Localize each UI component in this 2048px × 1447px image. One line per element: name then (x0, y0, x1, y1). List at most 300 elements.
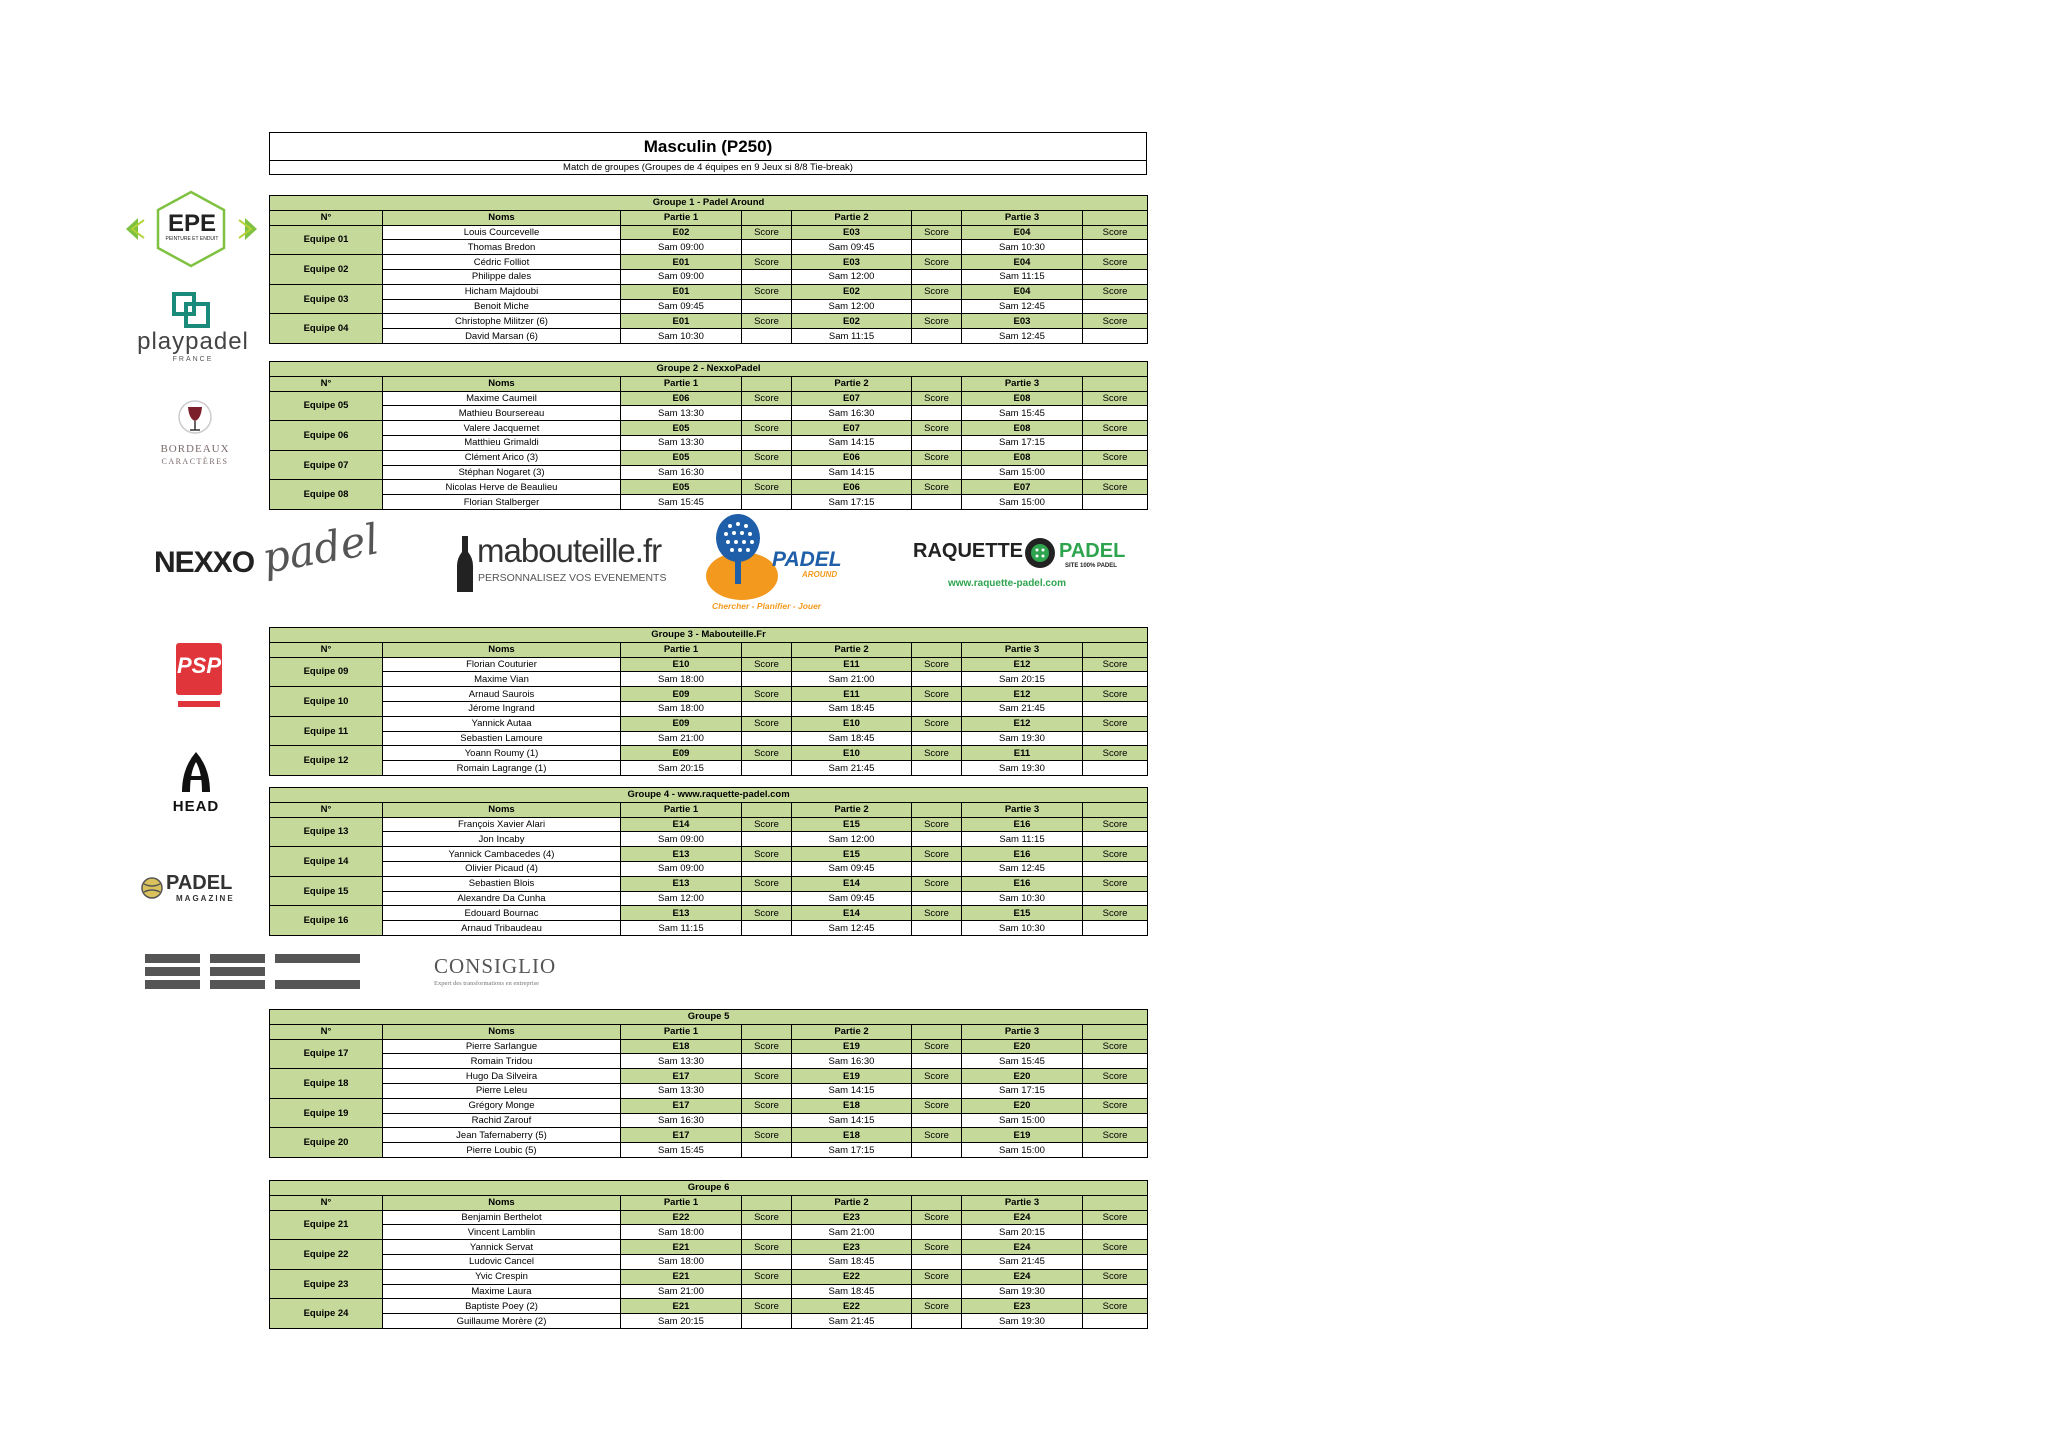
match-time-3: Sam 15:45 (962, 406, 1083, 421)
score-cell: Score (742, 1299, 792, 1314)
opponent-3: E24 (962, 1240, 1083, 1255)
team-row (270, 891, 1148, 906)
opponent-2: E14 (792, 876, 912, 891)
score-entry (742, 329, 792, 344)
score-cell: Score (1083, 906, 1148, 921)
score-entry (912, 299, 962, 314)
team-row (270, 1113, 1148, 1128)
opponent-1: E22 (621, 1210, 742, 1225)
column-header (912, 642, 962, 657)
column-header (1083, 802, 1148, 817)
player-name: Yannick Servat (383, 1240, 621, 1255)
score-cell: Score (742, 1069, 792, 1084)
score-entry (912, 672, 962, 687)
score-entry (912, 861, 962, 876)
opponent-2: E03 (792, 255, 912, 270)
consiglio-text: CONSIGLIO (434, 954, 557, 978)
opponent-2: E19 (792, 1069, 912, 1084)
score-entry (1083, 1225, 1148, 1240)
match-time-3: Sam 12:45 (962, 299, 1083, 314)
opponent-2: E10 (792, 716, 912, 731)
score-cell: Score (912, 1269, 962, 1284)
match-time-1: Sam 16:30 (621, 465, 742, 480)
team-row (270, 672, 1148, 687)
opponent-3: E24 (962, 1269, 1083, 1284)
score-entry (1083, 1284, 1148, 1299)
column-header-row (270, 210, 1148, 225)
psp-logo (176, 643, 222, 711)
column-header-row (270, 802, 1148, 817)
match-time-3: Sam 20:15 (962, 672, 1083, 687)
opponent-2: E18 (792, 1098, 912, 1113)
player-name: Louis Courcevelle (383, 225, 621, 240)
score-cell: Score (912, 255, 962, 270)
match-time-3: Sam 20:15 (962, 1225, 1083, 1240)
score-cell: Score (1083, 1269, 1148, 1284)
match-time-3: Sam 10:30 (962, 891, 1083, 906)
player-name: Yannick Autaa (383, 716, 621, 731)
column-header: Partie 3 (962, 642, 1083, 657)
column-header: Partie 2 (792, 1195, 912, 1210)
match-time-3: Sam 10:30 (962, 240, 1083, 255)
score-cell: Score (912, 817, 962, 832)
score-cell: Score (912, 314, 962, 329)
opponent-3: E11 (962, 746, 1083, 761)
score-cell: Score (912, 876, 962, 891)
column-header: Partie 1 (621, 642, 742, 657)
column-header (742, 642, 792, 657)
score-cell: Score (1083, 746, 1148, 761)
column-header-row (270, 376, 1148, 391)
score-entry (742, 269, 792, 284)
team-row (270, 1299, 1148, 1314)
score-entry (912, 1225, 962, 1240)
match-time-2: Sam 21:00 (792, 1225, 912, 1240)
group-header-row (270, 362, 1148, 377)
score-entry (912, 1113, 962, 1128)
column-header: Partie 1 (621, 1195, 742, 1210)
team-label: Equipe 20 (270, 1128, 383, 1158)
column-header (1083, 376, 1148, 391)
match-time-1: Sam 13:30 (621, 406, 742, 421)
team-label: Equipe 17 (270, 1039, 383, 1069)
score-entry (1083, 465, 1148, 480)
match-time-3: Sam 15:00 (962, 1113, 1083, 1128)
playpadel-logo (128, 292, 258, 366)
score-entry (742, 891, 792, 906)
group-table-5 (269, 1009, 1148, 1158)
padel-ball-icon (140, 876, 164, 900)
team-row (270, 687, 1148, 702)
score-cell: Score (742, 1039, 792, 1054)
page-title: Masculin (P250) (270, 133, 1146, 161)
opponent-2: E07 (792, 421, 912, 436)
team-label: Equipe 18 (270, 1069, 383, 1099)
opponent-2: E07 (792, 391, 912, 406)
opponent-3: E16 (962, 876, 1083, 891)
match-time-2: Sam 17:15 (792, 1143, 912, 1158)
team-row (270, 480, 1148, 495)
opponent-2: E18 (792, 1128, 912, 1143)
score-cell: Score (742, 1240, 792, 1255)
nexxo-text: NEXXO (154, 546, 255, 579)
score-entry (912, 329, 962, 344)
score-entry (912, 1284, 962, 1299)
score-cell: Score (1083, 817, 1148, 832)
opponent-2: E22 (792, 1299, 912, 1314)
match-time-3: Sam 15:00 (962, 465, 1083, 480)
opponent-3: E19 (962, 1128, 1083, 1143)
raquette-url: www.raquette-padel.com (948, 578, 1066, 589)
bordeaux-sub: CARACTÈRES (161, 457, 229, 466)
team-row (270, 1225, 1148, 1240)
nexxo-padel-script: padel (258, 514, 383, 583)
column-header: Partie 2 (792, 376, 912, 391)
padel-magazine-sub: MAGAZINE (176, 894, 235, 903)
player-name: Stéphan Nogaret (3) (383, 465, 621, 480)
column-header: N° (270, 1195, 383, 1210)
column-header (1083, 642, 1148, 657)
match-time-2: Sam 16:30 (792, 1054, 912, 1069)
player-name: Hicham Majdoubi (383, 284, 621, 299)
team-row (270, 406, 1148, 421)
column-header: Partie 1 (621, 376, 742, 391)
opponent-1: E05 (621, 480, 742, 495)
score-entry (1083, 435, 1148, 450)
team-row (270, 832, 1148, 847)
match-time-2: Sam 14:15 (792, 435, 912, 450)
score-entry (912, 731, 962, 746)
player-name: Romain Tridou (383, 1054, 621, 1069)
player-name: Maxime Caumeil (383, 391, 621, 406)
player-name: Alexandre Da Cunha (383, 891, 621, 906)
player-name: Jean Tafernaberry (5) (383, 1128, 621, 1143)
match-time-2: Sam 17:15 (792, 495, 912, 510)
team-row (270, 1210, 1148, 1225)
score-cell: Score (912, 847, 962, 862)
score-entry (912, 1143, 962, 1158)
opponent-1: E09 (621, 746, 742, 761)
player-name: Romain Lagrange (1) (383, 761, 621, 776)
column-header-row (270, 642, 1148, 657)
player-name: Philippe dales (383, 269, 621, 284)
team-label: Equipe 02 (270, 255, 383, 285)
player-name: Jérome Ingrand (383, 701, 621, 716)
match-time-1: Sam 15:45 (621, 495, 742, 510)
mabouteille-sub: PERSONNALISEZ VOS EVENEMENTS (478, 572, 667, 584)
match-time-2: Sam 09:45 (792, 891, 912, 906)
team-label: Equipe 14 (270, 847, 383, 877)
consiglio-sub: Expert des transformations en entreprise (434, 980, 540, 987)
score-entry (912, 1054, 962, 1069)
opponent-3: E23 (962, 1299, 1083, 1314)
score-cell: Score (912, 421, 962, 436)
match-time-1: Sam 16:30 (621, 1113, 742, 1128)
player-name: Clément Arico (3) (383, 450, 621, 465)
score-cell: Score (742, 876, 792, 891)
score-cell: Score (912, 1069, 962, 1084)
match-time-3: Sam 21:45 (962, 701, 1083, 716)
group-header-row (270, 788, 1148, 803)
match-time-3: Sam 17:15 (962, 1083, 1083, 1098)
score-entry (742, 701, 792, 716)
score-cell: Score (912, 746, 962, 761)
epe-text: EPE (167, 210, 217, 237)
match-time-1: Sam 09:45 (621, 299, 742, 314)
player-name: Matthieu Grimaldi (383, 435, 621, 450)
score-cell: Score (912, 1210, 962, 1225)
score-entry (742, 1314, 792, 1329)
match-time-2: Sam 12:00 (792, 269, 912, 284)
player-name: Yannick Cambacedes (4) (383, 847, 621, 862)
team-row (270, 1069, 1148, 1084)
opponent-3: E24 (962, 1210, 1083, 1225)
score-entry (742, 1113, 792, 1128)
opponent-2: E06 (792, 480, 912, 495)
match-time-3: Sam 12:45 (962, 861, 1083, 876)
player-name: Sebastien Lamoure (383, 731, 621, 746)
match-time-1: Sam 13:30 (621, 435, 742, 450)
score-cell: Score (1083, 1240, 1148, 1255)
player-name: Maxime Vian (383, 672, 621, 687)
match-time-3: Sam 19:30 (962, 1314, 1083, 1329)
match-time-1: Sam 20:15 (621, 761, 742, 776)
score-cell: Score (1083, 876, 1148, 891)
opponent-2: E15 (792, 847, 912, 862)
opponent-1: E21 (621, 1240, 742, 1255)
score-entry (1083, 701, 1148, 716)
score-entry (912, 891, 962, 906)
column-header: Partie 1 (621, 802, 742, 817)
column-header: Partie 2 (792, 1024, 912, 1039)
score-entry (1083, 1143, 1148, 1158)
score-entry (742, 1225, 792, 1240)
match-time-2: Sam 21:45 (792, 761, 912, 776)
score-cell: Score (742, 480, 792, 495)
team-row (270, 876, 1148, 891)
match-time-1: Sam 18:00 (621, 701, 742, 716)
match-time-1: Sam 09:00 (621, 269, 742, 284)
score-cell: Score (912, 225, 962, 240)
group-table-6 (269, 1180, 1148, 1329)
opponent-2: E14 (792, 906, 912, 921)
team-row (270, 906, 1148, 921)
opponent-3: E20 (962, 1069, 1083, 1084)
score-entry (912, 1083, 962, 1098)
match-time-2: Sam 18:45 (792, 1254, 912, 1269)
match-time-3: Sam 10:30 (962, 921, 1083, 936)
group-name: Groupe 4 - www.raquette-padel.com (270, 788, 1148, 803)
column-header (912, 1195, 962, 1210)
opponent-3: E08 (962, 421, 1083, 436)
score-cell: Score (742, 1269, 792, 1284)
opponent-1: E01 (621, 255, 742, 270)
score-entry (742, 465, 792, 480)
team-label: Equipe 01 (270, 225, 383, 255)
padel-around-tagline: Chercher - Planifier - Jouer (712, 601, 822, 611)
team-label: Equipe 19 (270, 1098, 383, 1128)
team-row (270, 255, 1148, 270)
wine-glass-icon (175, 397, 215, 437)
team-label: Equipe 11 (270, 716, 383, 746)
player-name: Pierre Loubic (5) (383, 1143, 621, 1158)
score-cell: Score (1083, 450, 1148, 465)
column-header (912, 376, 962, 391)
raquette-padel-text: PADEL (1059, 540, 1126, 562)
score-entry (742, 1254, 792, 1269)
match-time-2: Sam 09:45 (792, 861, 912, 876)
head-icon (178, 750, 214, 794)
score-entry (1083, 761, 1148, 776)
player-name: Arnaud Saurois (383, 687, 621, 702)
score-cell: Score (1083, 687, 1148, 702)
player-name: Pierre Leleu (383, 1083, 621, 1098)
score-entry (1083, 240, 1148, 255)
page-subtitle: Match de groupes (Groupes de 4 équipes en 9 Jeux si 8/8 Tie-break) (563, 162, 853, 173)
opponent-2: E23 (792, 1240, 912, 1255)
playpadel-sub: FRANCE (172, 356, 214, 363)
team-label: Equipe 13 (270, 817, 383, 847)
match-time-3: Sam 17:15 (962, 435, 1083, 450)
team-row (270, 716, 1148, 731)
score-entry (742, 672, 792, 687)
score-cell: Score (742, 314, 792, 329)
match-time-1: Sam 15:45 (621, 1143, 742, 1158)
team-label: Equipe 07 (270, 450, 383, 480)
team-row (270, 314, 1148, 329)
column-header: Noms (383, 802, 621, 817)
team-row (270, 1240, 1148, 1255)
column-header: Partie 3 (962, 802, 1083, 817)
team-row (270, 1143, 1148, 1158)
opponent-3: E12 (962, 657, 1083, 672)
score-entry (742, 921, 792, 936)
score-entry (742, 299, 792, 314)
column-header: Partie 2 (792, 802, 912, 817)
padel-around-text: PADEL (772, 548, 842, 571)
column-header: N° (270, 802, 383, 817)
team-row (270, 1254, 1148, 1269)
score-cell: Score (912, 657, 962, 672)
match-time-1: Sam 11:15 (621, 921, 742, 936)
group-table-1 (269, 195, 1148, 344)
column-header (742, 1024, 792, 1039)
score-entry (912, 269, 962, 284)
team-label: Equipe 10 (270, 687, 383, 717)
score-entry (1083, 832, 1148, 847)
raquette-padel-logo (913, 536, 1128, 592)
team-label: Equipe 23 (270, 1269, 383, 1299)
column-header: Noms (383, 210, 621, 225)
head-text: HEAD (172, 798, 220, 815)
team-row (270, 746, 1148, 761)
team-label: Equipe 21 (270, 1210, 383, 1240)
raquette-ball-icon (1023, 536, 1057, 570)
team-row (270, 1314, 1148, 1329)
score-entry (912, 1314, 962, 1329)
score-entry (742, 495, 792, 510)
team-row (270, 1039, 1148, 1054)
title-box (269, 132, 1147, 175)
score-entry (742, 761, 792, 776)
team-row (270, 299, 1148, 314)
team-label: Equipe 15 (270, 876, 383, 906)
column-header (742, 1195, 792, 1210)
match-time-1: Sam 18:00 (621, 672, 742, 687)
opponent-1: E17 (621, 1098, 742, 1113)
column-header (912, 210, 962, 225)
score-cell: Score (912, 284, 962, 299)
team-row (270, 861, 1148, 876)
team-row (270, 817, 1148, 832)
column-header-row (270, 1024, 1148, 1039)
score-cell: Score (1083, 255, 1148, 270)
match-time-2: Sam 21:00 (792, 672, 912, 687)
score-cell: Score (1083, 391, 1148, 406)
score-cell: Score (1083, 716, 1148, 731)
match-time-1: Sam 18:00 (621, 1225, 742, 1240)
score-cell: Score (742, 421, 792, 436)
match-time-1: Sam 13:30 (621, 1083, 742, 1098)
score-entry (742, 731, 792, 746)
opponent-1: E14 (621, 817, 742, 832)
match-time-3: Sam 12:45 (962, 329, 1083, 344)
score-entry (1083, 1083, 1148, 1098)
score-cell: Score (1083, 657, 1148, 672)
score-entry (742, 1083, 792, 1098)
score-cell: Score (1083, 1210, 1148, 1225)
match-time-3: Sam 11:15 (962, 269, 1083, 284)
team-row (270, 1054, 1148, 1069)
player-name: Guillaume Morère (2) (383, 1314, 621, 1329)
score-cell: Score (1083, 480, 1148, 495)
team-row (270, 921, 1148, 936)
team-row (270, 240, 1148, 255)
opponent-2: E23 (792, 1210, 912, 1225)
team-label: Equipe 24 (270, 1299, 383, 1329)
match-time-3: Sam 15:00 (962, 1143, 1083, 1158)
opponent-3: E15 (962, 906, 1083, 921)
score-entry (1083, 861, 1148, 876)
score-cell: Score (912, 1039, 962, 1054)
opponent-1: E21 (621, 1299, 742, 1314)
match-time-2: Sam 14:15 (792, 1083, 912, 1098)
nexxo-logo (152, 514, 383, 604)
column-header: N° (270, 376, 383, 391)
player-name: Pierre Sarlangue (383, 1039, 621, 1054)
column-header: Partie 3 (962, 1195, 1083, 1210)
score-cell: Score (742, 1128, 792, 1143)
match-time-2: Sam 18:45 (792, 731, 912, 746)
score-cell: Score (1083, 1069, 1148, 1084)
score-entry (1083, 672, 1148, 687)
match-time-1: Sam 12:00 (621, 891, 742, 906)
match-time-2: Sam 12:00 (792, 832, 912, 847)
score-cell: Score (1083, 1039, 1148, 1054)
team-label: Equipe 22 (270, 1240, 383, 1270)
score-cell: Score (912, 391, 962, 406)
match-time-2: Sam 18:45 (792, 701, 912, 716)
score-entry (912, 921, 962, 936)
player-name: Maxime Laura (383, 1284, 621, 1299)
opponent-2: E19 (792, 1039, 912, 1054)
score-cell: Score (912, 716, 962, 731)
score-cell: Score (742, 687, 792, 702)
score-cell: Score (742, 1210, 792, 1225)
team-row (270, 847, 1148, 862)
score-cell: Score (742, 817, 792, 832)
match-time-1: Sam 20:15 (621, 1314, 742, 1329)
